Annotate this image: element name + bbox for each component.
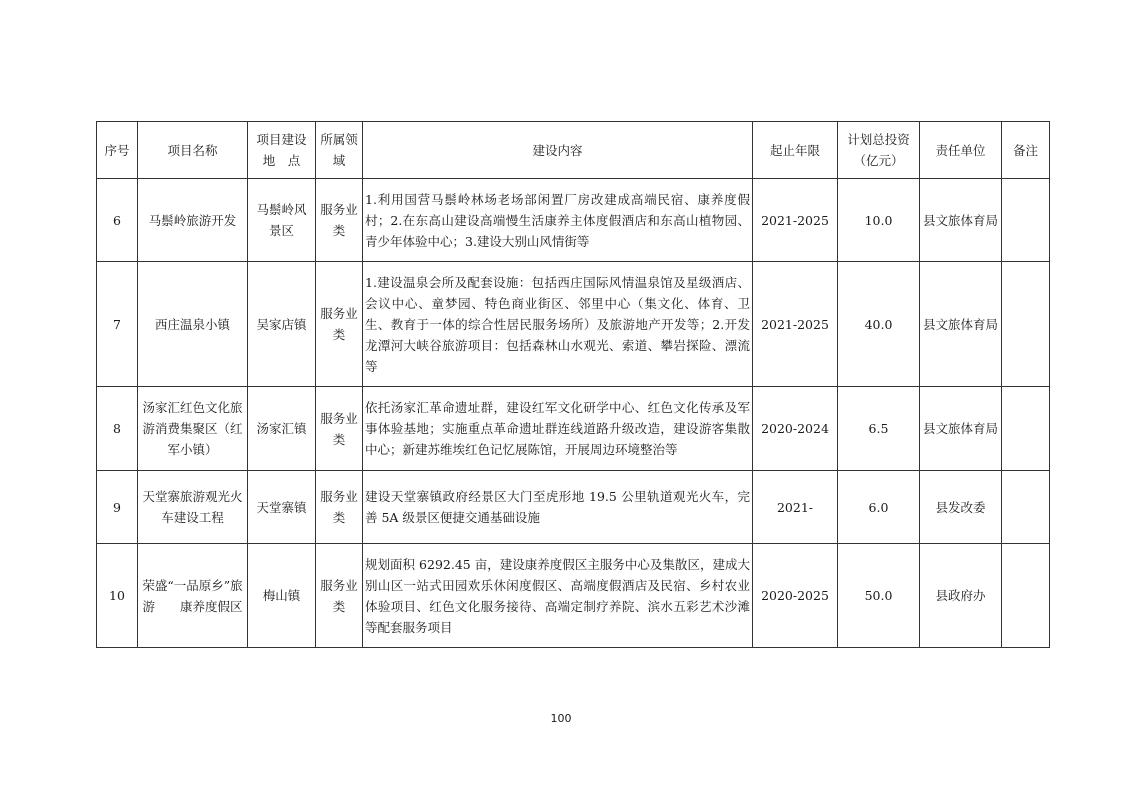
header-field: 所属领域 — [316, 122, 363, 179]
header-row — [97, 122, 1050, 179]
cell-name: 西庄温泉小镇 — [138, 262, 248, 387]
header-content: 建设内容 — [363, 122, 753, 179]
cell-field: 服务业类 — [316, 387, 363, 471]
cell-field: 服务业类 — [316, 179, 363, 262]
cell-period: 2020-2024 — [753, 387, 838, 471]
cell-remark — [1002, 544, 1050, 648]
cell-unit: 县文旅体育局 — [920, 262, 1002, 387]
cell-location: 吴家店镇 — [248, 262, 316, 387]
cell-investment: 6.0 — [838, 471, 920, 544]
header-investment: 计划总投资（亿元） — [838, 122, 920, 179]
cell-content: 建设天堂寨镇政府经景区大门至虎形地 19.5 公里轨道观光火车，完善 5A 级景区便捷交通基础设施 — [363, 471, 753, 544]
cell-seq: 9 — [97, 471, 138, 544]
header-seq: 序号 — [97, 122, 138, 179]
cell-remark — [1002, 179, 1050, 262]
cell-unit: 县文旅体育局 — [920, 179, 1002, 262]
cell-remark — [1002, 471, 1050, 544]
cell-location: 梅山镇 — [248, 544, 316, 648]
cell-investment: 10.0 — [838, 179, 920, 262]
header-location: 项目建设地 点 — [248, 122, 316, 179]
cell-period: 2021-2025 — [753, 262, 838, 387]
table-row — [97, 544, 1050, 648]
cell-remark — [1002, 262, 1050, 387]
cell-name: 汤家汇红色文化旅游消费集聚区（红军小镇） — [138, 387, 248, 471]
cell-name: 马鬃岭旅游开发 — [138, 179, 248, 262]
cell-unit: 县发改委 — [920, 471, 1002, 544]
table-row — [97, 387, 1050, 471]
cell-location: 马鬃岭风景区 — [248, 179, 316, 262]
cell-name: 荣盛“一品原乡”旅游 康养度假区 — [138, 544, 248, 648]
cell-remark — [1002, 387, 1050, 471]
cell-location: 汤家汇镇 — [248, 387, 316, 471]
project-table — [96, 121, 1050, 648]
header-remark: 备注 — [1002, 122, 1050, 179]
cell-investment: 40.0 — [838, 262, 920, 387]
cell-content: 1.建设温泉会所及配套设施：包括西庄国际风情温泉馆及星级酒店、会议中心、童梦园、特色商业街区、邻里中心（集文化、体育、卫生、教育于一体的综合性居民服务场所）及旅游地产开发等；2.开发龙潭河大峡谷旅游项目：包括森林山水观光、索道、攀岩探险、漂流等 — [363, 262, 753, 387]
cell-location: 天堂寨镇 — [248, 471, 316, 544]
cell-seq: 10 — [97, 544, 138, 648]
cell-seq: 6 — [97, 179, 138, 262]
table-row — [97, 262, 1050, 387]
table-row — [97, 471, 1050, 544]
cell-field: 服务业类 — [316, 262, 363, 387]
page-number: 100 — [550, 712, 572, 725]
cell-field: 服务业类 — [316, 544, 363, 648]
cell-period: 2021- — [753, 471, 838, 544]
cell-investment: 50.0 — [838, 544, 920, 648]
header-period: 起止年限 — [753, 122, 838, 179]
cell-period: 2021-2025 — [753, 179, 838, 262]
cell-period: 2020-2025 — [753, 544, 838, 648]
cell-field: 服务业类 — [316, 471, 363, 544]
cell-name: 天堂寨旅游观光火车建设工程 — [138, 471, 248, 544]
cell-content: 依托汤家汇革命遗址群，建设红军文化研学中心、红色文化传承及军事体验基地；实施重点革命遗址群连线道路升级改造，建设游客集散中心；新建苏维埃红色记忆展陈馆，开展周边环境整治等 — [363, 387, 753, 471]
table-row — [97, 179, 1050, 262]
cell-seq: 7 — [97, 262, 138, 387]
header-name: 项目名称 — [138, 122, 248, 179]
header-unit: 责任单位 — [920, 122, 1002, 179]
cell-content: 1.利用国营马鬃岭林场老场部闲置厂房改建成高端民宿、康养度假村；2.在东高山建设高端慢生活康养主体度假酒店和东高山植物园、青少年体验中心；3.建设大别山风情街等 — [363, 179, 753, 262]
cell-unit: 县政府办 — [920, 544, 1002, 648]
cell-unit: 县文旅体育局 — [920, 387, 1002, 471]
cell-investment: 6.5 — [838, 387, 920, 471]
cell-content: 规划面积 6292.45 亩，建设康养度假区主服务中心及集散区，建成大别山区一站式田园欢乐休闲度假区、高端度假酒店及民宿、乡村农业体验项目、红色文化服务接待、高端定制疗养院、滨水五彩艺术沙滩等配套服务项目 — [363, 544, 753, 648]
cell-seq: 8 — [97, 387, 138, 471]
